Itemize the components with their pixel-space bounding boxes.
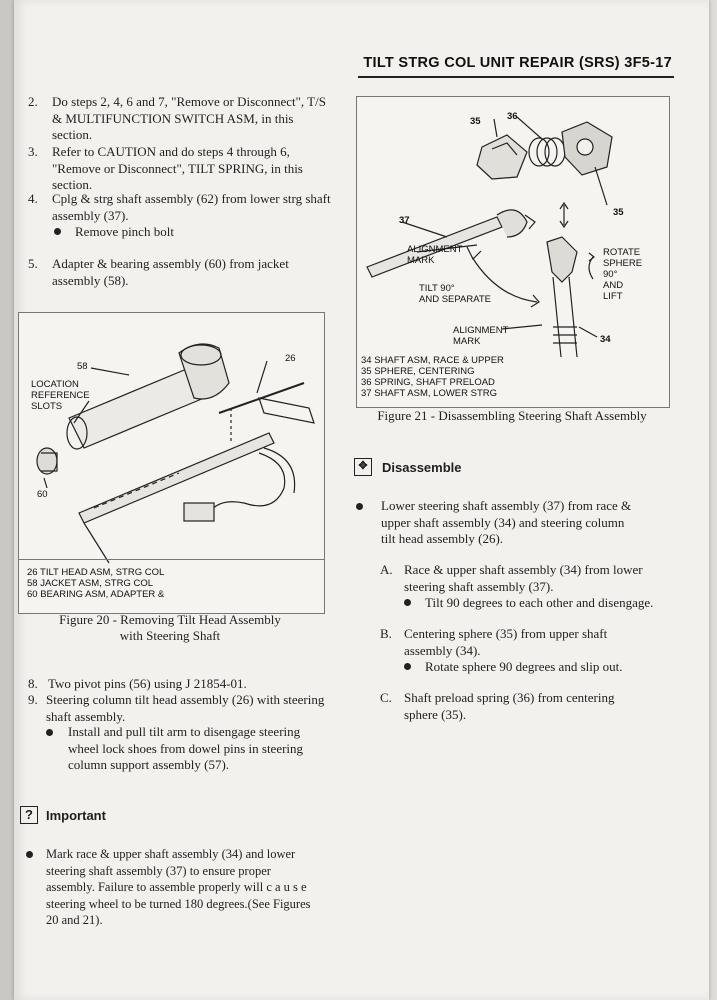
legend-item: 36 SPRING, SHAFT PRELOAD <box>361 377 495 388</box>
line: MARK <box>407 255 435 266</box>
callout-26: 26 <box>285 353 296 364</box>
legend-item: 35 SPHERE, CENTERING <box>361 366 475 377</box>
page-header: TILT STRG COL UNIT REPAIR (SRS) 3F5-17 <box>363 55 672 71</box>
rotate-label <box>603 247 642 302</box>
line: AND SEPARATE <box>419 294 491 305</box>
line: sphere (35). <box>404 706 467 722</box>
line: MARK <box>453 336 481 347</box>
step-text <box>52 191 352 241</box>
line: REFERENCE <box>31 390 90 401</box>
line: ALIGNMENT <box>453 325 509 336</box>
line: steering wheel to be turned 180 degrees.(See Figures <box>46 896 311 911</box>
item-letter: B. <box>380 626 392 641</box>
line: AND <box>603 280 624 291</box>
line: Install and pull tilt arm to disengage steering <box>68 724 301 739</box>
line: Mark race & upper shaft assembly (34) and lower <box>46 847 296 861</box>
line: column support assembly (57). <box>68 757 230 772</box>
line: Race & upper shaft assembly (34) from lower <box>404 562 643 577</box>
main-text <box>381 498 666 548</box>
line: SPHERE <box>603 258 643 269</box>
bullet <box>356 503 363 510</box>
figure-21-caption: Figure 21 - Disassembling Steering Shaft Assembly <box>377 408 647 423</box>
callout-35-top: 35 <box>470 116 481 127</box>
line: Steering column tilt head assembly (26) with steering <box>46 692 325 707</box>
bullet <box>54 228 61 235</box>
line: steering shaft assembly (37). <box>404 578 554 594</box>
bullet-text <box>68 724 336 774</box>
note-text <box>46 846 326 929</box>
caption-line: with Steering Shaft <box>119 628 221 643</box>
item-text <box>404 626 669 676</box>
bullet <box>404 599 411 606</box>
step-number: 3. <box>28 144 38 159</box>
steering-shaft-illustration <box>357 97 669 362</box>
line: assembly (37). <box>52 207 129 223</box>
line: Refer to CAUTION and do steps 4 through 6, <box>52 144 290 159</box>
line: tilt head assembly (26). <box>381 531 504 546</box>
callout-58: 58 <box>77 361 88 372</box>
step-number: 9. <box>28 692 38 707</box>
important-icon: ? <box>20 806 38 824</box>
item-text <box>404 562 669 612</box>
important-heading: Important <box>46 808 106 823</box>
line: upper shaft assembly (34) and steering column <box>381 514 625 530</box>
step-number: 5. <box>28 256 38 271</box>
alignment-mark-lower <box>453 325 508 347</box>
legend-item: 34 SHAFT ASM, RACE & UPPER <box>361 355 504 366</box>
bullet <box>46 729 53 736</box>
line: ALIGNMENT <box>407 244 463 255</box>
bullet <box>404 663 411 670</box>
line: assembly. Failure to assemble properly will c a u s e <box>46 880 307 894</box>
line: steering shaft assembly (37) to ensure proper <box>46 863 271 878</box>
step-number: 4. <box>28 191 38 206</box>
legend-item: 58 JACKET ASM, STRG COL <box>27 578 154 589</box>
bullet-text: Rotate sphere 90 degrees and slip out. <box>425 659 623 674</box>
line: section. <box>52 177 93 192</box>
line: 90° <box>603 269 618 280</box>
item-text <box>404 690 669 723</box>
callout-34: 34 <box>600 334 611 345</box>
line: & MULTIFUNCTION SWITCH ASM, in this <box>52 110 294 126</box>
step-text <box>52 256 342 289</box>
line: TILT 90° <box>419 283 455 294</box>
line: SLOTS <box>31 401 63 412</box>
figure-20 <box>18 312 325 614</box>
tilt-label <box>419 283 491 305</box>
legend-item: 60 BEARING ASM, ADAPTER & <box>27 589 165 600</box>
line: shaft assembly. <box>46 708 126 724</box>
line: Adapter & bearing assembly (60) from jacket <box>52 256 289 271</box>
disassemble-heading: Disassemble <box>382 460 462 475</box>
step-text <box>52 144 342 194</box>
tools-icon: ✥ <box>354 458 372 476</box>
figure-21 <box>356 96 670 408</box>
step-number: 8. <box>28 676 38 691</box>
callout-37: 37 <box>399 215 410 226</box>
line: Centering sphere (35) from upper shaft <box>404 626 608 641</box>
line: assembly (58). <box>52 272 129 288</box>
line: assembly (34). <box>404 642 481 658</box>
binding-edge <box>0 0 14 1000</box>
caption-line: Figure 20 - Removing Tilt Head Assembly <box>59 612 281 627</box>
line: Cplg & strg shaft assembly (62) from lower strg shaft <box>52 191 331 206</box>
location-label <box>31 379 90 412</box>
legend-item: 26 TILT HEAD ASM, STRG COL <box>27 567 165 578</box>
callout-35-right: 35 <box>613 207 624 218</box>
line: wheel lock shoes from dowel pins in steering <box>68 740 304 756</box>
bullet-text: Remove pinch bolt <box>75 224 174 239</box>
figure-21-legend <box>361 355 504 399</box>
step-text: Two pivot pins (56) using J 21854-01. <box>48 676 247 691</box>
line: ROTATE <box>603 247 641 258</box>
legend-divider <box>19 559 324 560</box>
tilt-head-illustration <box>19 313 324 568</box>
callout-36: 36 <box>507 111 518 122</box>
line: "Remove or Disconnect", TILT SPRING, in this <box>52 160 303 176</box>
step-text <box>52 94 342 144</box>
item-letter: A. <box>380 562 393 577</box>
line: Shaft preload spring (36) from centering <box>404 690 615 705</box>
alignment-mark-upper <box>407 244 462 266</box>
line: 20 and 21). <box>46 913 103 927</box>
line: section. <box>52 127 93 142</box>
figure-20-legend <box>27 567 164 600</box>
figure-20-caption <box>40 612 300 644</box>
bullet-text: Tilt 90 degrees to each other and disengage. <box>425 595 654 610</box>
bullet <box>26 851 33 858</box>
header-rule <box>358 76 674 78</box>
line: Lower steering shaft assembly (37) from race & <box>381 498 632 513</box>
step-number: 2. <box>28 94 38 109</box>
line: Do steps 2, 4, 6 and 7, "Remove or Disconnect", T/S <box>52 94 326 109</box>
item-letter: C. <box>380 690 392 705</box>
line: LIFT <box>603 291 623 302</box>
line: LOCATION <box>31 379 79 390</box>
legend-item: 37 SHAFT ASM, LOWER STRG <box>361 388 498 399</box>
step-text <box>46 692 341 725</box>
callout-60: 60 <box>37 489 48 500</box>
